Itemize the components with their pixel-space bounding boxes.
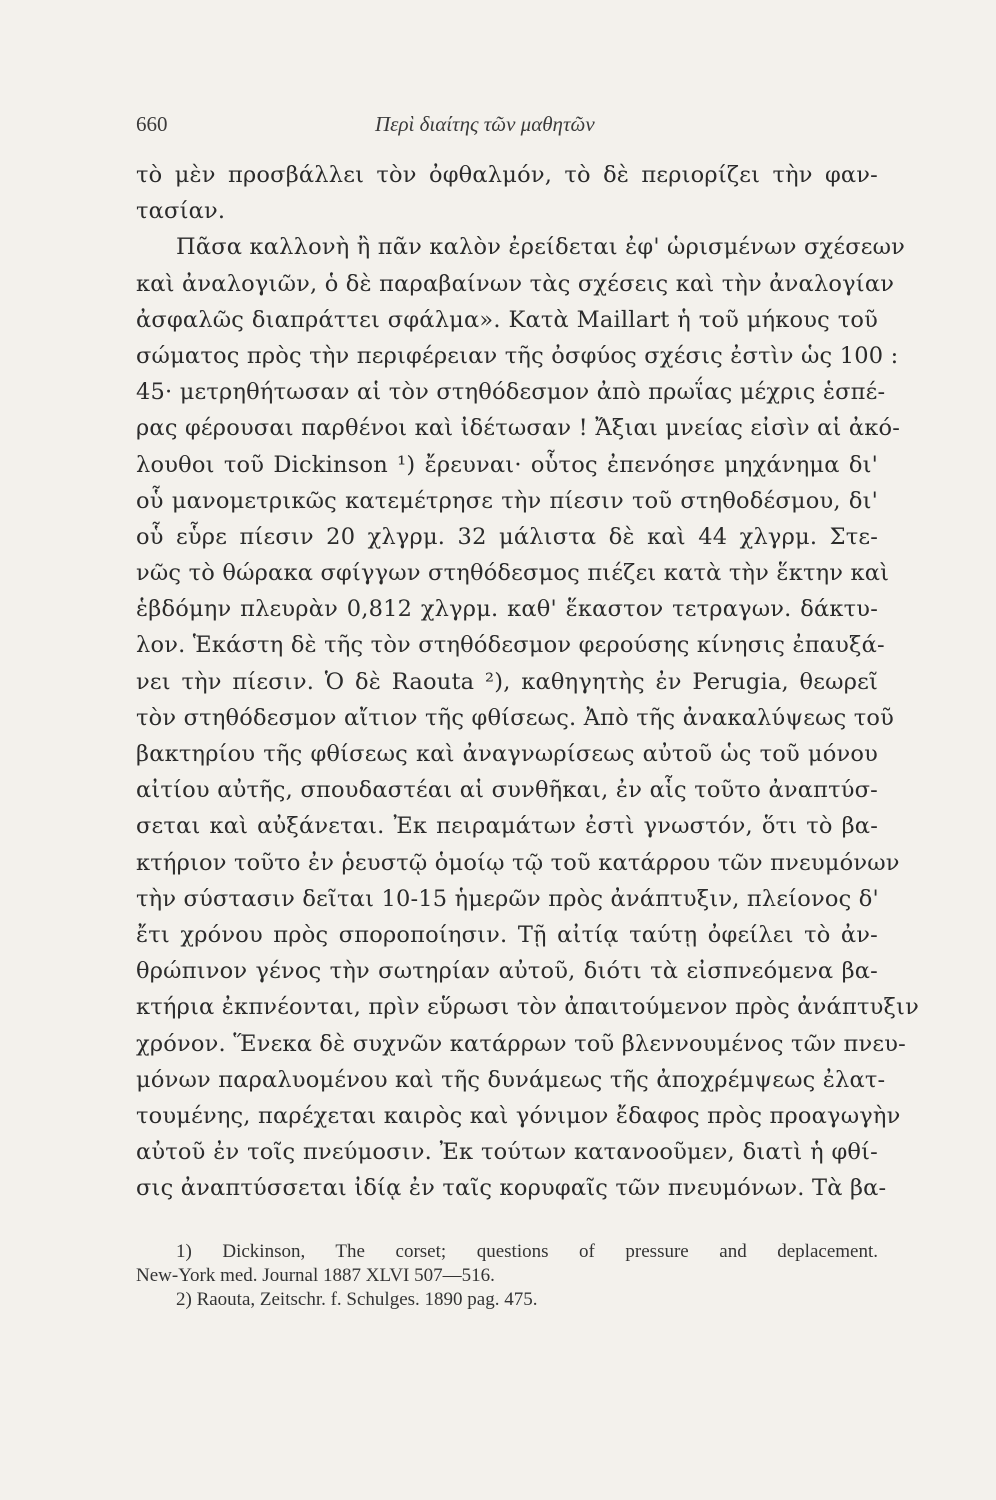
text-line: νῶς τὸ θώρακα σφίγγων στηθόδεσμος πιέζει κατὰ τὴν ἕκτην καὶ xyxy=(136,560,890,587)
text-line: κτήρια ἐκπνέονται, πρὶν εὕρωσι τὸν ἀπαιτούμενον πρὸς ἀνάπτυξιν xyxy=(136,994,919,1021)
text-line: αἰτίου αὐτῆς, σπουδαστέαι αἱ συνθῆκαι, ἐν αἷς τοῦτο ἀναπτύσ- xyxy=(136,777,878,804)
text-line: οὗ εὗρε πίεσιν 20 χλγρμ. 32 μάλιστα δὲ καὶ 44 χλγρμ. Στε- xyxy=(136,523,878,550)
footnote-1-line-2: New-York med. Journal 1887 XLVI 507—516. xyxy=(136,1265,495,1286)
text-line: αὐτοῦ ἐν τοῖς πνεύμοσιν. Ἐκ τούτων κατανοοῦμεν, διατὶ ἡ φθί- xyxy=(136,1139,878,1166)
text-line: σις ἀναπτύσσεται ἰδίᾳ ἐν ταῖς κορυφαῖς τῶν πνευμόνων. Τὰ βα- xyxy=(136,1175,887,1202)
text-line: τασίαν. xyxy=(136,198,226,225)
text-line: θρώπινον γένος τὴν σωτηρίαν αὐτοῦ, διότι τὰ εἰσπνεόμενα βα- xyxy=(136,958,878,985)
text-line: ρας φέρουσαι παρθένοι καὶ ἰδέτωσαν ! Ἄξιαι μνείας εἰσὶν αἱ ἀκό- xyxy=(136,415,901,442)
text-line: τὴν σύστασιν δεῖται 10-15 ἡμερῶν πρὸς ἀνάπτυξιν, πλείονος δ' xyxy=(136,885,879,912)
running-title: Περὶ διαίτης τῶν μαθητῶν xyxy=(375,112,595,136)
body-text xyxy=(136,157,919,1206)
page-number: 660 xyxy=(136,112,168,136)
text-line: σεται καὶ αὐξάνεται. Ἐκ πειραμάτων ἐστὶ γνωστόν, ὅτι τὸ βα- xyxy=(136,813,878,840)
footnote-1-line-1: 1) Dickinson, The corset; questions of pressure and deplacement. xyxy=(176,1241,878,1262)
text-line: οὗ μανομετρικῶς κατεμέτρησε τὴν πίεσιν τοῦ στηθοδέσμου, δι' xyxy=(136,487,878,514)
text-line: βακτηρίου τῆς φθίσεως καὶ ἀναγνωρίσεως αὐτοῦ ὡς τοῦ μόνου xyxy=(136,741,878,767)
text-line: νει τὴν πίεσιν. Ὁ δὲ Raouta ²), καθηγητὴς ἐν Perugia, θεωρεῖ xyxy=(136,668,878,695)
text-line: τὸν στηθόδεσμον αἴτιον τῆς φθίσεως. Ἀπὸ τῆς ἀνακαλύψεως τοῦ xyxy=(136,704,895,731)
text-line: καὶ ἀναλογιῶν, ὁ δὲ παραβαίνων τὰς σχέσεις καὶ τὴν ἀναλογίαν xyxy=(136,270,895,297)
paragraph-start-line: Πᾶσα καλλονὴ ἢ πᾶν καλὸν ἐρείδεται ἐφ' ὡρισμένων σχέσεων xyxy=(176,234,906,261)
text-line: 45· μετρηθήτωσαν αἱ τὸν στηθόδεσμον ἀπὸ πρωΐας μέχρις ἑσπέ- xyxy=(136,379,886,406)
text-line: λουθοι τοῦ Dickinson ¹) ἔρευναι· οὗτος ἐπενόησε μηχάνημα δι' xyxy=(136,451,878,478)
text-line: σώματος πρὸς τὴν περιφέρειαν τῆς ὀσφύος σχέσις ἐστὶν ὡς 100 : xyxy=(136,342,899,369)
text-line: τὸ μὲν προσβάλλει τὸν ὀφθαλμόν, τὸ δὲ περιορίζει τὴν φαν- xyxy=(136,162,878,188)
footnote-2: 2) Raouta, Zeitschr. f. Schulges. 1890 pag. 475. xyxy=(176,1289,538,1310)
text-line: ἀσφαλῶς διαπράττει σφάλμα». Κατὰ Maillart ἡ τοῦ μήκους τοῦ xyxy=(136,306,878,333)
text-line: λον. Ἑκάστη δὲ τῆς τὸν στηθόδεσμον φερούσης κίνησις ἐπαυξά- xyxy=(136,632,885,659)
text-line: τουμένης, παρέχεται καιρὸς καὶ γόνιμον ἔδαφος πρὸς προαγωγὴν xyxy=(136,1102,901,1129)
text-line: ἑβδόμην πλευρὰν 0,812 χλγρμ. καθ' ἕκαστον τετραγων. δάκτυ- xyxy=(136,596,878,623)
text-line: μόνων παραλυομένου καὶ τῆς δυνάμεως τῆς ἀποχρέμψεως ἐλατ- xyxy=(136,1066,886,1093)
text-line: κτήριον τοῦτο ἐν ῥευστῷ ὁμοίῳ τῷ τοῦ κατάρρου τῶν πνευμόνων xyxy=(136,849,900,876)
footnotes xyxy=(136,1240,878,1312)
text-line: ἔτι χρόνου πρὸς σποροποίησιν. Τῇ αἰτίᾳ ταύτῃ ὀφείλει τὸ ἀν- xyxy=(136,921,878,948)
text-line: χρόνον. Ἕνεκα δὲ συχνῶν κατάρρων τοῦ βλεννουμένος τῶν πνευ- xyxy=(136,1030,906,1057)
page-header xyxy=(136,112,878,142)
